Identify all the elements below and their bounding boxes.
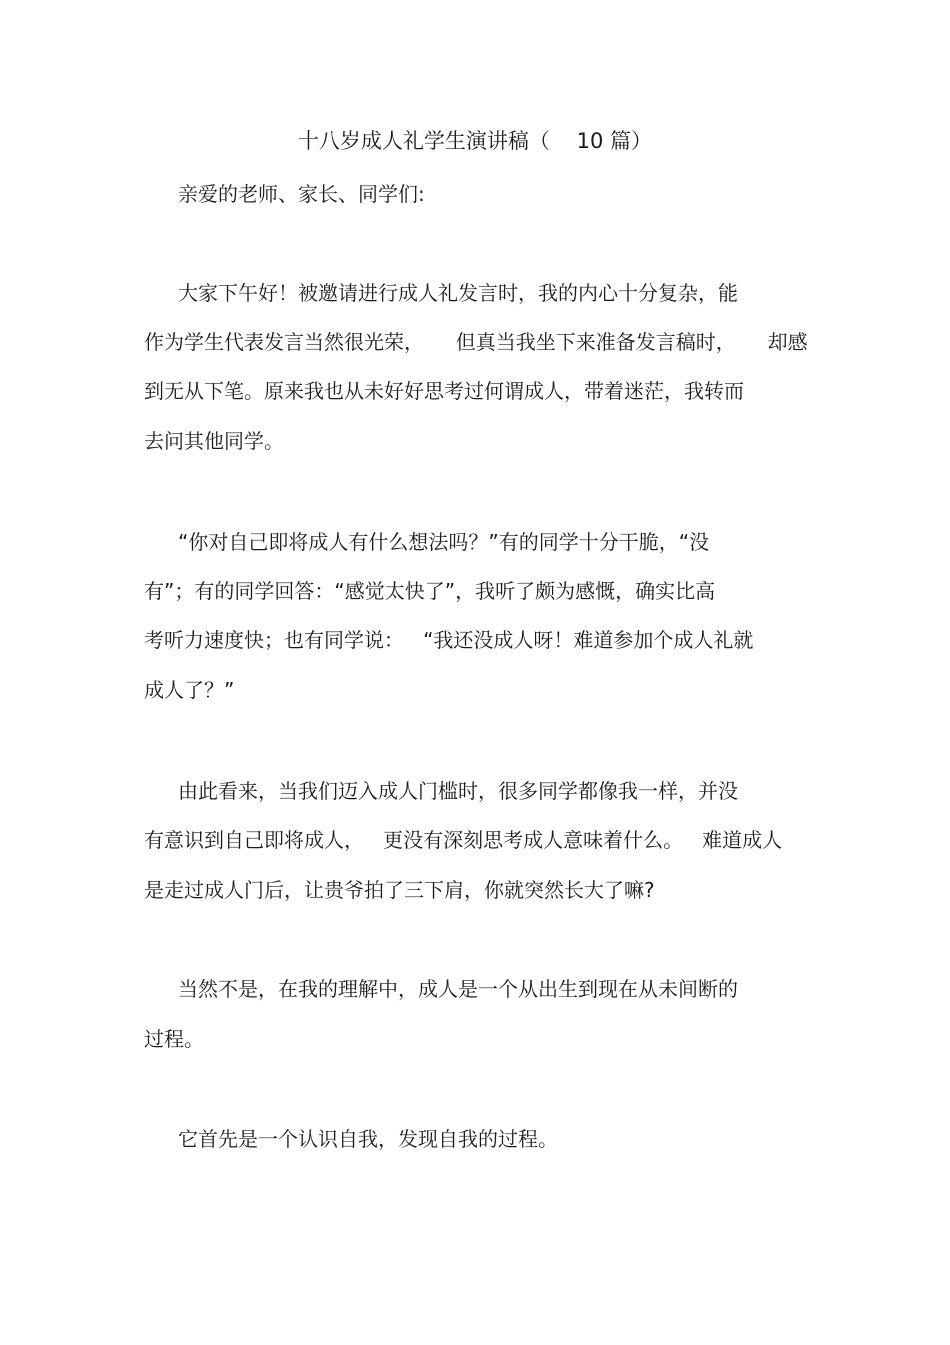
paragraph-2-line-4: 成人了？” — [144, 678, 235, 702]
paragraph-1-line-1: 大家下午好！被邀请进行成人礼发言时，我的内心十分复杂，能 — [178, 281, 738, 305]
salutation: 亲爱的老师、家长、同学们: — [178, 182, 425, 206]
paragraph-2-line-1: “你对自己即将成人有什么想法吗？”有的同学十分干脆，“没 — [178, 530, 710, 554]
paragraph-5-line-1: 它首先是一个认识自我，发现自我的过程。 — [178, 1127, 558, 1151]
paragraph-3-line-1: 由此看来，当我们迈入成人门槛时，很多同学都像我一样，并没 — [178, 779, 738, 803]
paragraph-3-line-3: 是走过成人门后，让贵爷拍了三下肩，你就突然长大了嘛? — [144, 878, 655, 902]
paragraph-1-line-3: 到无从下笔。原来我也从未好好思考过何谓成人，带着迷茫，我转而 — [144, 379, 744, 403]
paragraph-2-line-3: 考听力速度快；也有同学说： “我还没成人呀！难道参加个成人礼就 — [144, 628, 754, 652]
paragraph-3-line-2: 有意识到自己即将成人， 更没有深刻思考成人意味着什么。 难道成人 — [144, 828, 783, 852]
paragraph-1-line-4: 去问其他同学。 — [144, 429, 284, 453]
paragraph-4-line-1: 当然不是，在我的理解中，成人是一个从出生到现在从未间断的 — [178, 977, 738, 1001]
paragraph-2-line-2: 有”；有的同学回答：“感觉太快了”，我听了颇为感慨，确实比高 — [144, 579, 716, 603]
paragraph-4-line-2: 过程。 — [144, 1027, 204, 1051]
document-title: 十八岁成人礼学生演讲稿（ 10 篇） — [297, 129, 653, 153]
paragraph-1-line-2: 作为学生代表发言当然很光荣， 但真当我坐下来准备发言稿时， 却感 — [144, 330, 808, 354]
